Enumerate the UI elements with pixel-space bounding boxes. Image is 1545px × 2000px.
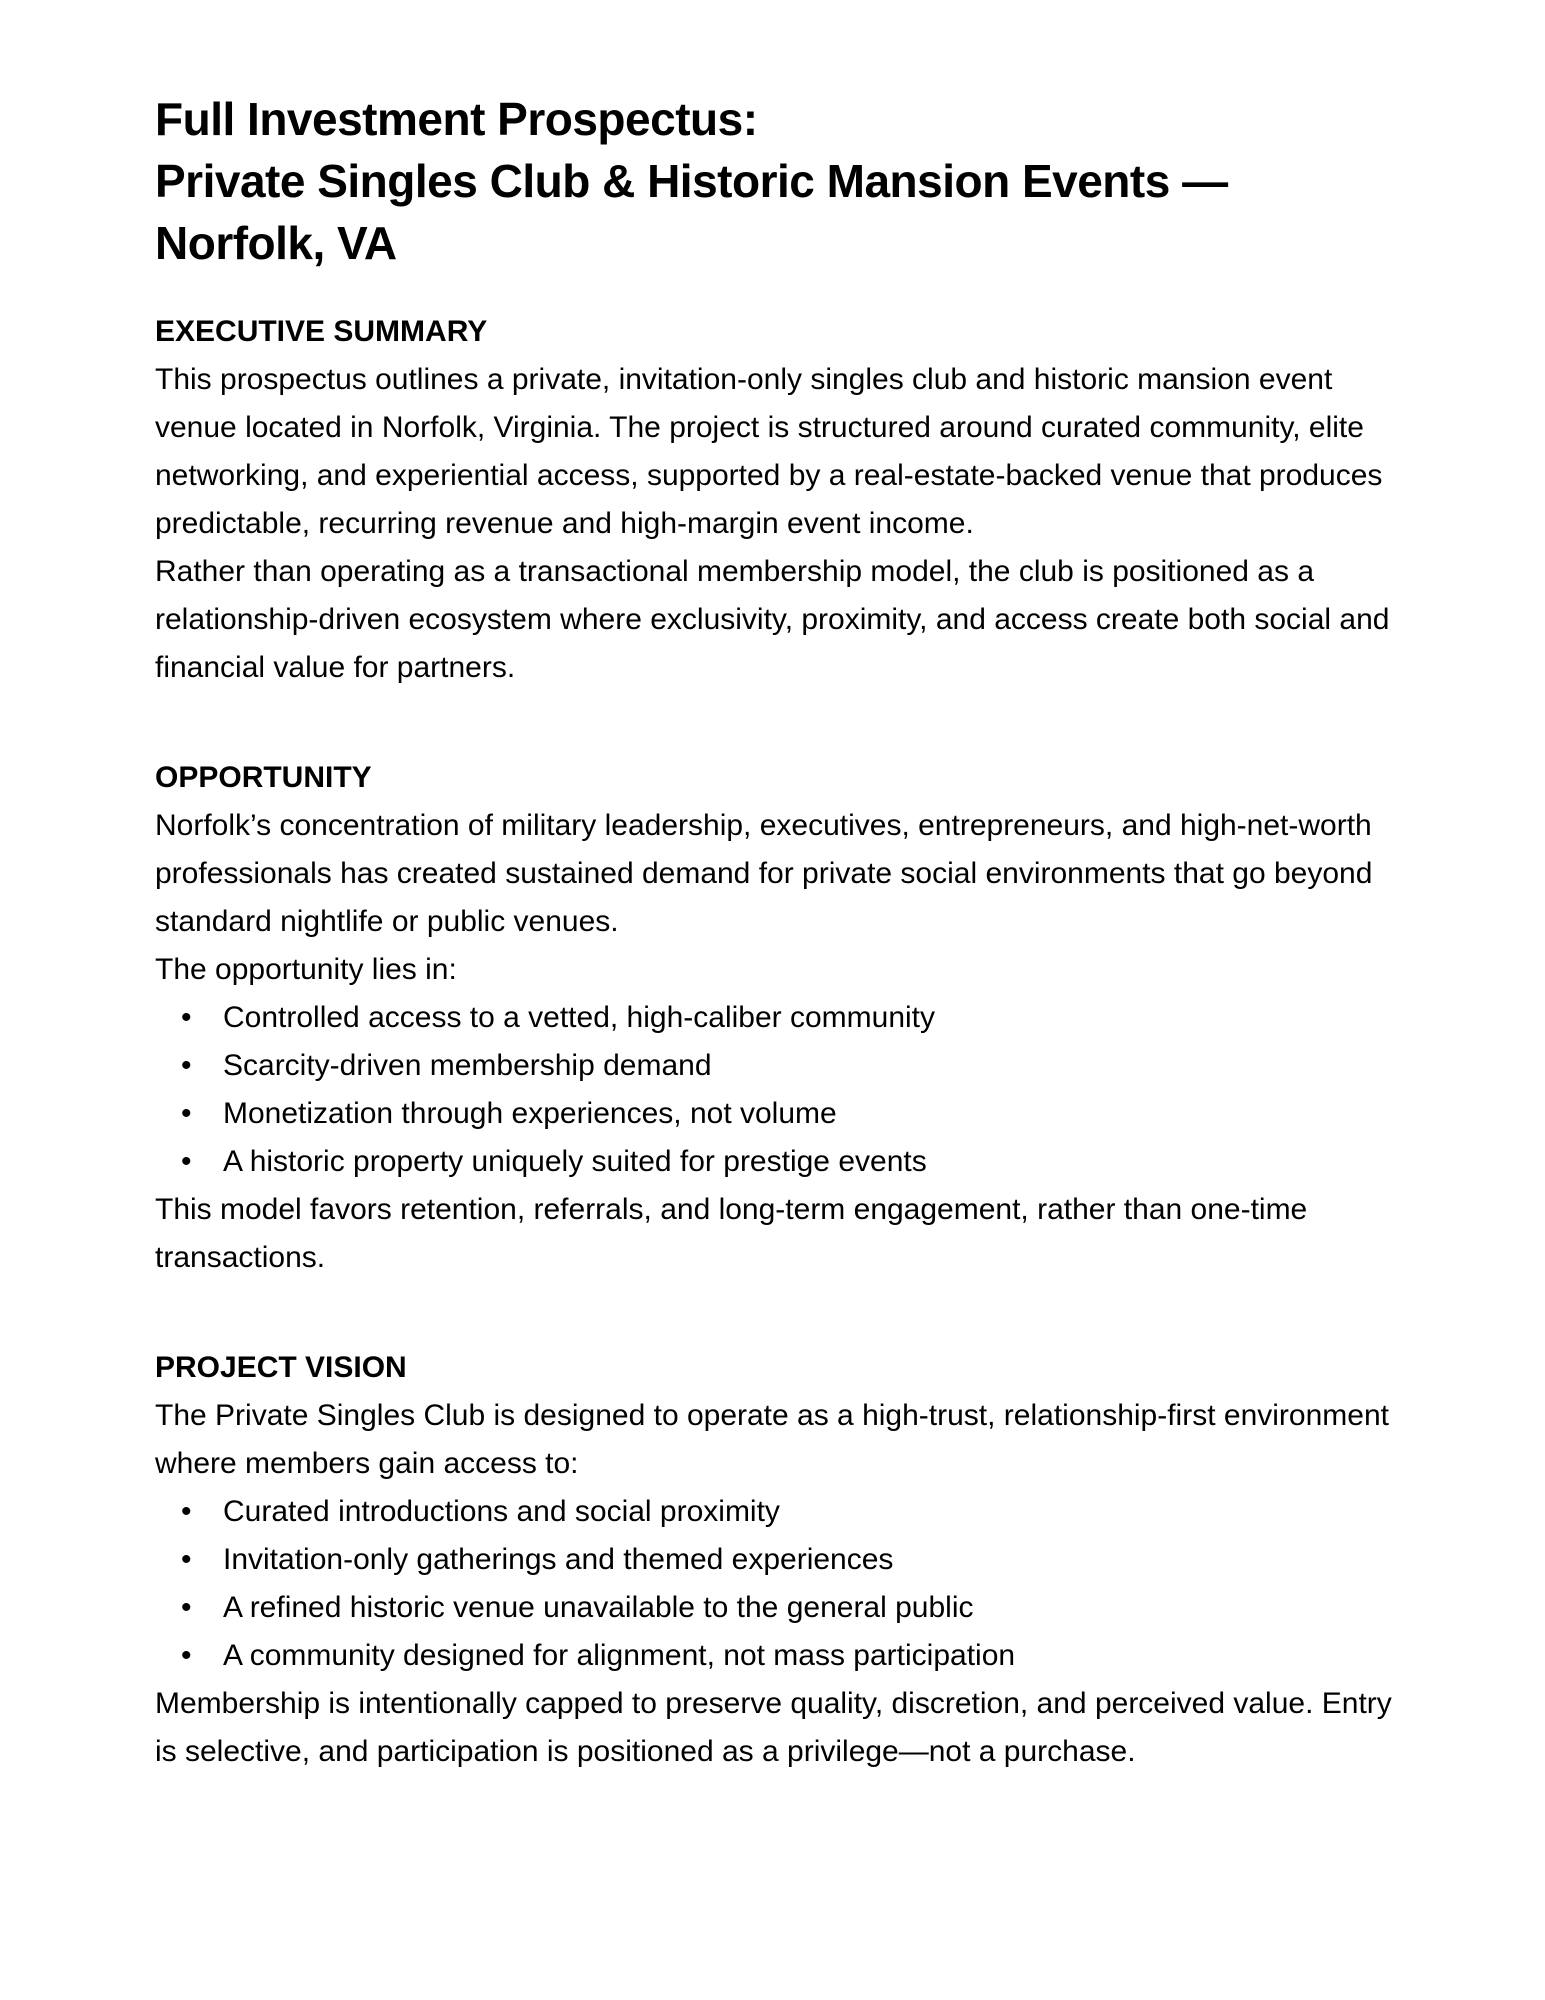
title-line-1: Full Investment Prospectus: [155, 93, 758, 145]
opportunity-closing-paragraph: This model favors retention, referrals, and long-term engagement, rather than one-time transactions. [155, 1193, 1308, 1274]
list-item: • Invitation-only gatherings and themed experiences [155, 1536, 1410, 1584]
document-title [155, 88, 1545, 274]
project-vision-closing-paragraph: Membership is intentionally capped to preserve quality, discretion, and perceived value. Entry is selective, and participation is positioned as a privilege—not a purchase. [155, 1687, 1392, 1768]
list-item: • A community designed for alignment, not mass participation [155, 1632, 1410, 1680]
executive-summary-paragraph-2: Rather than operating as a transactional membership model, the club is positioned as a relationship-driven ecosystem where exclusivity, proximity, and access create both social and financial value for partners. [155, 555, 1390, 684]
list-item: • Monetization through experiences, not volume [155, 1090, 1410, 1138]
executive-summary-heading: EXECUTIVE SUMMARY [155, 315, 488, 348]
project-vision-bullet-list [155, 1488, 1410, 1680]
title-line-3: Norfolk, VA [155, 217, 397, 269]
document-content [155, 88, 1410, 1776]
opportunity-heading: OPPORTUNITY [155, 761, 372, 794]
list-item: • A refined historic venue unavailable to the general public [155, 1584, 1410, 1632]
list-item: • A historic property uniquely suited for prestige events [155, 1138, 1410, 1186]
section-executive-summary [155, 308, 1410, 692]
project-vision-lead-in: The Private Singles Club is designed to operate as a high-trust, relationship-first environment where members gain access to: [155, 1399, 1389, 1480]
executive-summary-paragraph-1: This prospectus outlines a private, invitation-only singles club and historic mansion event venue located in Norfolk, Virginia. The project is structured around curated community, elite networking, and experiential access, supported by a real-estate-backed venue that produces predictable, recurring revenue and high-margin event income. [155, 363, 1383, 540]
list-item: • Scarcity-driven membership demand [155, 1042, 1410, 1090]
opportunity-paragraph-1: Norfolk’s concentration of military leadership, executives, entrepreneurs, and high-net-worth professionals has created sustained demand for private social environments that go beyond standard nightlife or public venues. [155, 809, 1373, 938]
section-project-vision [155, 1344, 1410, 1776]
opportunity-lead-in: The opportunity lies in: [155, 953, 457, 986]
title-line-2: Private Singles Club & Historic Mansion Events — [155, 155, 1228, 207]
list-item: • Curated introductions and social proximity [155, 1488, 1410, 1536]
opportunity-bullet-list [155, 994, 1410, 1186]
project-vision-heading: PROJECT VISION [155, 1351, 407, 1384]
section-opportunity [155, 754, 1410, 1282]
list-item: • Controlled access to a vetted, high-caliber community [155, 994, 1410, 1042]
